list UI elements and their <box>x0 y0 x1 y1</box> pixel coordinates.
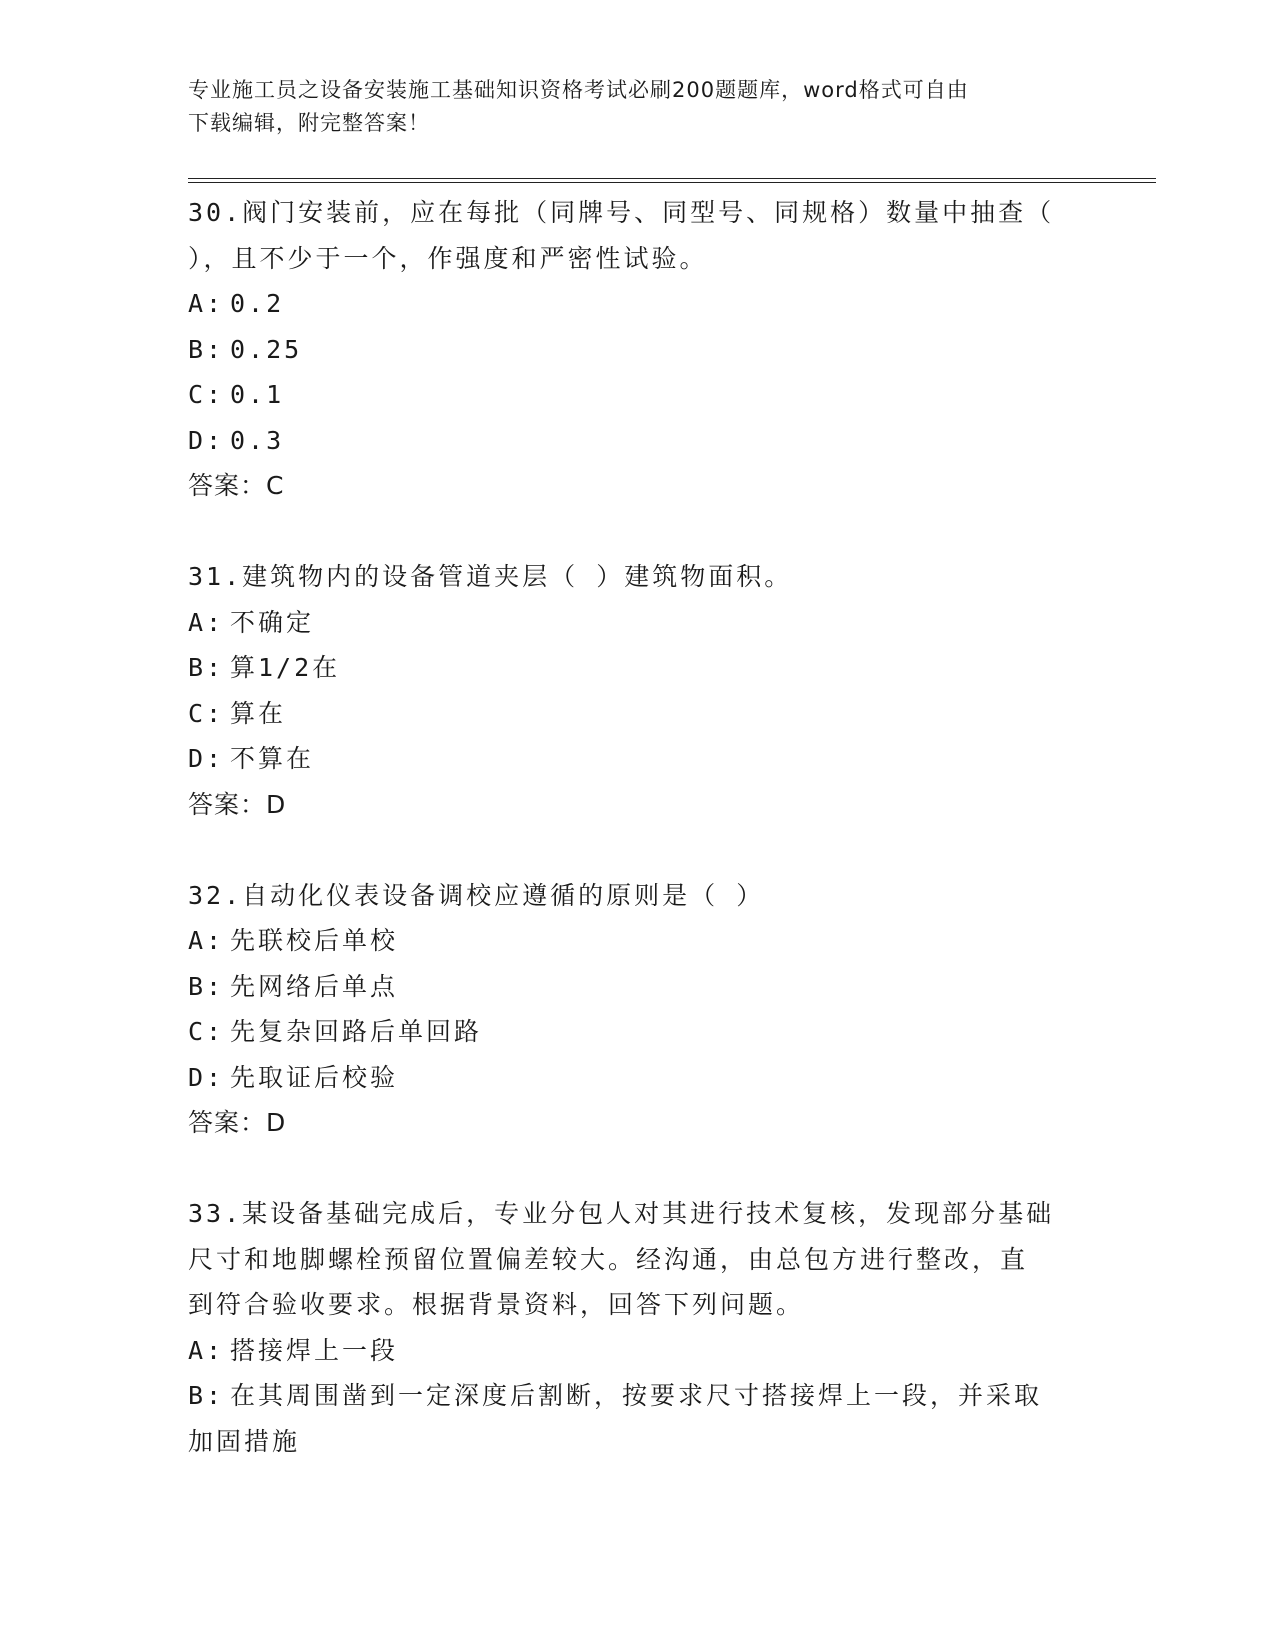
question-32 <box>188 873 1088 1192</box>
option-text: 0.3 <box>230 425 285 455</box>
option-b <box>188 1419 1088 1465</box>
question-text-line: 32.自动化仪表设备调校应遵循的原则是（ ） <box>188 880 765 910</box>
option-text-continued: 加固措施 <box>188 1426 301 1456</box>
option-a <box>188 281 1088 327</box>
option-text: 0.25 <box>230 334 303 364</box>
option-text: 先网络后单点 <box>230 971 399 1001</box>
header-line-1: 专业施工员之设备安装施工基础知识资格考试必刷200题题库，word格式可自由 <box>188 78 969 102</box>
answer-line: 答案：C <box>188 471 285 500</box>
option-text: 在其周围凿到一定深度后割断，按要求尺寸搭接焊上一段，并采取 <box>230 1381 1043 1410</box>
question-spacer <box>188 827 1088 873</box>
option-key: C: <box>188 380 225 409</box>
option-text: 先联校后单校 <box>230 926 399 955</box>
header-divider <box>188 178 1156 183</box>
question-text-line: 尺寸和地脚螺栓预留位置偏差较大。经沟通，由总包方进行整改，直 <box>188 1244 1029 1274</box>
option-text: 算1/2在 <box>230 653 341 682</box>
option-key: B: <box>188 971 225 1001</box>
option-text: 算在 <box>230 698 287 728</box>
option-key: C: <box>188 1017 225 1046</box>
option-text: 不确定 <box>230 607 315 637</box>
option-c <box>188 1009 1088 1055</box>
question-text-line: 31.建筑物内的设备管道夹层（ ）建筑物面积。 <box>188 562 793 591</box>
option-text: 搭接焊上一段 <box>230 1335 399 1365</box>
option-b <box>188 964 1088 1010</box>
option-c <box>188 372 1088 418</box>
question-text-line: 30.阀门安装前，应在每批（同牌号、同型号、同规格）数量中抽查（ <box>188 198 1055 227</box>
option-key: D: <box>188 744 225 773</box>
option-text: 0.2 <box>230 289 285 318</box>
option-b <box>188 645 1088 691</box>
option-key: D: <box>188 1062 225 1092</box>
option-b <box>188 327 1088 373</box>
option-key: B: <box>188 653 225 682</box>
answer-line: 答案：D <box>188 1108 287 1137</box>
question-text-line: 33.某设备基础完成后，专业分包人对其进行技术复核，发现部分基础 <box>188 1199 1055 1228</box>
document-header <box>188 74 1068 140</box>
question-text-line: ），且不少于一个，作强度和严密性试验。 <box>188 243 708 273</box>
option-key: A: <box>188 607 225 637</box>
question-text-line: 到符合验收要求。根据背景资料，回答下列问题。 <box>188 1290 805 1319</box>
option-text: 先取证后校验 <box>230 1062 399 1092</box>
option-d <box>188 418 1088 464</box>
question-list <box>188 190 1088 1464</box>
option-b <box>188 1373 1088 1419</box>
question-33 <box>188 1191 1088 1464</box>
option-c <box>188 691 1088 737</box>
answer-line: 答案：D <box>188 789 287 819</box>
option-key: A: <box>188 1335 225 1365</box>
option-key: A: <box>188 289 225 318</box>
option-key: D: <box>188 425 225 455</box>
option-text: 不算在 <box>230 744 315 773</box>
option-key: C: <box>188 698 225 728</box>
question-30 <box>188 190 1088 554</box>
question-spacer <box>188 509 1088 555</box>
question-spacer <box>188 1146 1088 1192</box>
option-d <box>188 736 1088 782</box>
option-key: B: <box>188 334 225 364</box>
option-key: A: <box>188 926 225 955</box>
header-line-2: 下载编辑，附完整答案！ <box>188 111 430 135</box>
option-a <box>188 600 1088 646</box>
question-31 <box>188 554 1088 873</box>
option-d <box>188 1055 1088 1101</box>
option-a <box>188 918 1088 964</box>
option-text: 0.1 <box>230 380 285 409</box>
option-text: 先复杂回路后单回路 <box>230 1017 483 1046</box>
option-key: B: <box>188 1381 225 1410</box>
option-a <box>188 1328 1088 1374</box>
